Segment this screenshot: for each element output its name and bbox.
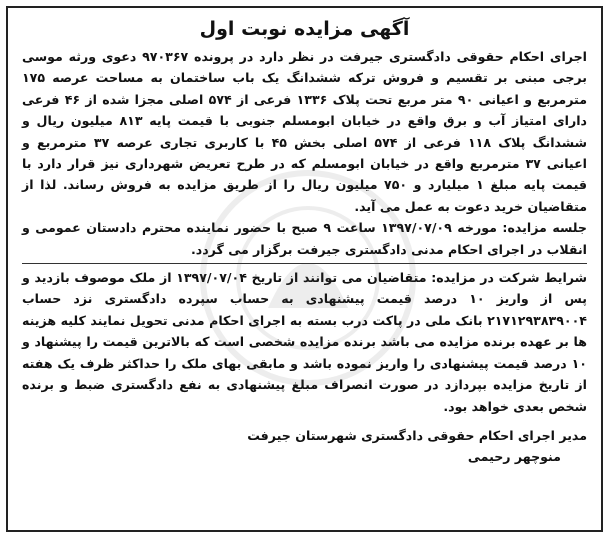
participation-conditions: شرایط شرکت در مزایده: متقاضیان می توانند از تاریخ ۱۳۹۷/۰۷/۰۴ از ملک موصوف بازدید و پس از واریز ۱۰ درصد قیمت پیشنهادی به حساب سپرده دادگستری نزد حساب ۲۱۷۱۲۹۳۸۳۹۰۰۴ بانک ملی در پاکت درب بسته به اجرای احکام مدنی تحویل نمایند کلیه هزینه ها بر عهده برنده مزایده می باشد برنده مزایده شخصی است که بالاترین قیمت را پیشنهاد و ۱۰ درصد قیمت پیشنهادی را واریز نموده باشد و مابقی بهای ملک را حداکثر ظرف یک هفته از تاریخ مزایده بپردازد در صورت انصراف مبلغ پیشنهادی به نفع دادگستری ضبط و برنده شخص بعدی خواهد بود. — [22, 270, 587, 414]
auction-session: جلسه مزایده: مورخه ۱۳۹۷/۰۷/۰۹ ساعت ۹ صبح با حضور نماینده محترم دادستان عمومی و انقلاب در اجرای احکام مدنی دادگستری جیرفت برگزار می گردد. — [22, 220, 587, 257]
auction-notice — [6, 6, 603, 532]
notice-body: اجرای احکام حقوقی دادگستری جیرفت در نظر دارد در پرونده ۹۷۰۳۶۷ دعوی ورثه موسی برجی مبنی بر تقسیم و فروش ترکه ششدانگ یک باب ساختمان به مساحت عرصه ۱۷۵ مترمربع و اعیانی ۹۰ متر مربع تحت پلاک ۱۳۳۶ فرعی از ۵۷۴ اصلی مجزا شده از ۴۶ فرعی دارای امتیاز آب و برق واقع در خیابان ابومسلم جنوبی با قیمت پایه ۸۱۳ میلیون ریال و ششدانگ پلاک ۱۱۸ فرعی از ۵۷۴ اصلی بخش ۴۵ با کاربری تجاری عرصه ۳۷ مترمربع و اعیانی ۳۷ مترمربع واقع در خیابان ابومسلم که در طرح تعریض شهرداری نیز قرار دارد با قیمت پایه مبلغ ۱ میلیارد و ۷۵۰ میلیون ریال را از طریق مزایده به فروش رساند. لذا از متقاضیان خرید دعوت به عمل می آید. — [22, 49, 588, 214]
signature-organization: مدیر اجرای احکام حقوقی دادگستری شهرستان جیرفت — [247, 427, 587, 443]
section-divider — [22, 263, 587, 264]
signature-name: منوچهر رحیمی — [467, 448, 561, 464]
notice-title: آگهی مزایده نوبت اول — [199, 18, 410, 40]
signature-block — [22, 425, 587, 467]
